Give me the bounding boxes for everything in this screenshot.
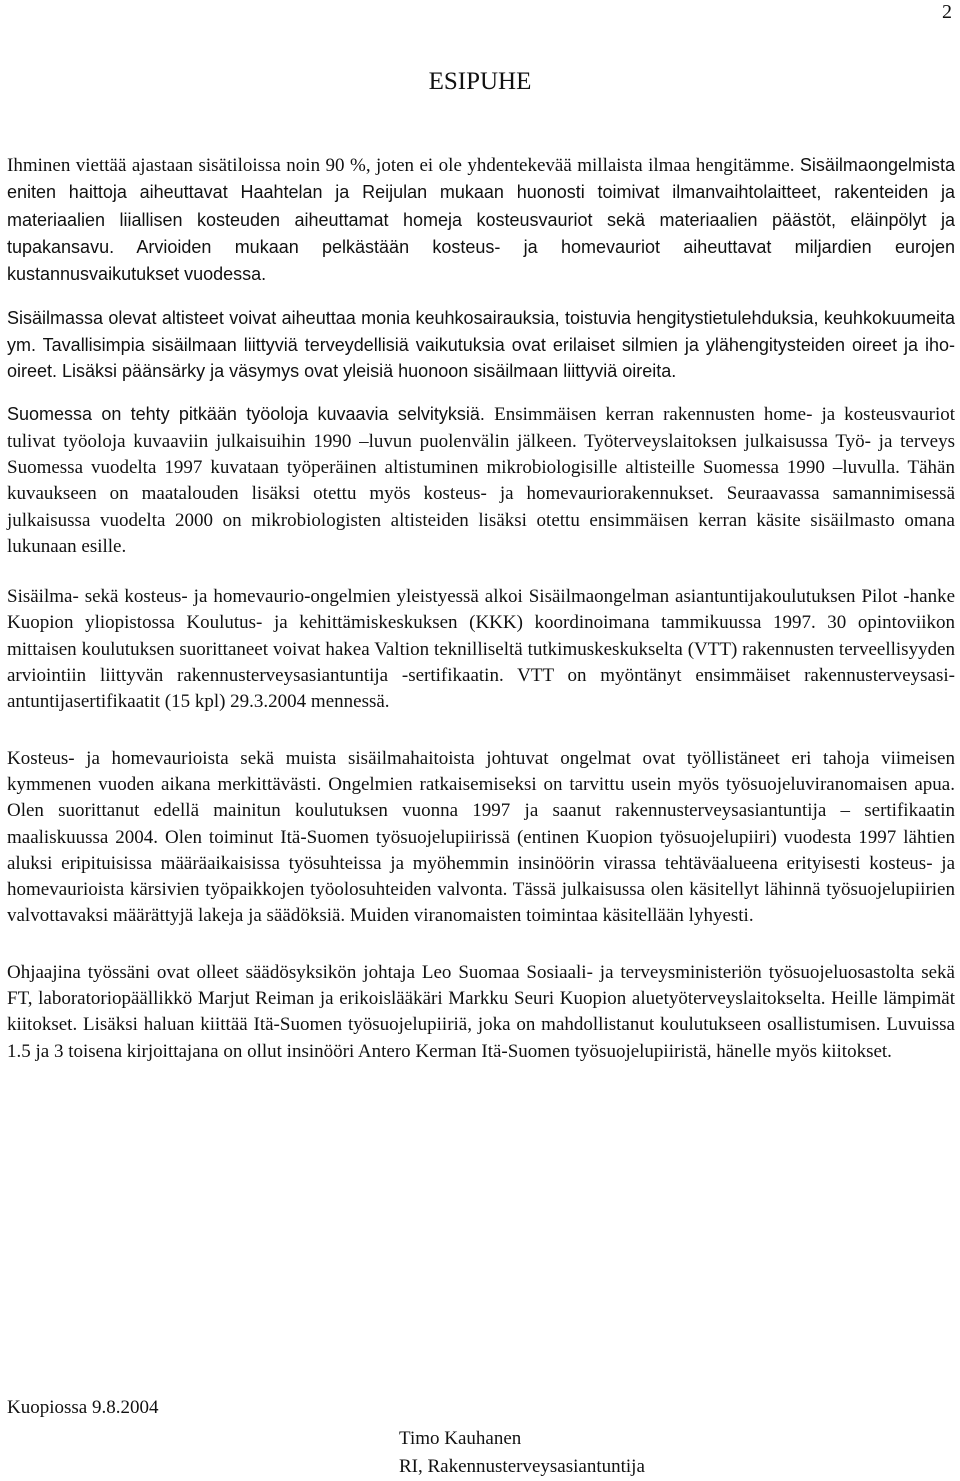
paragraph-2-part-1: Sisäilmassa olevat altisteet voivat aiheuttaa monia keuhkosairauksia, toistuvia hengitystietulehduksia, keuhkokuumeita ym. Tavallisimpia sisäilmaan liittyviä terveydellisiä vaikutuksia ovat erilaiset silmien ja ylähengitysteiden oireet ja iho-oireet. Lisäksi päänsärky ja väsymys ovat yleisiä huonoon sisäilmaan liittyviä oireita. [7, 308, 955, 382]
paragraph-indoor-air-time [7, 152, 955, 288]
place-and-date: Kuopiossa 9.8.2004 [7, 1397, 159, 1418]
paragraph-acknowledgements [7, 960, 955, 1065]
paragraph-5-part-1: Kosteus- ja homevaurioista sekä muista sisäilmahaitoista johtuvat ongelmat ovat työllistäneet eri tahoja viimeisen kymmenen vuoden aikana merkittävästi. Ongelmien ratkaisemiseksi on tarvittu usein myös työsuojeluviranomaisen apua. Olen suorittanut edellä mainitun koulutuksen vuonna 1997 ja saanut rakennusterveysasiantuntija – sertifikaatin maaliskuussa 2004. Olen toiminut Itä-Suomen työsuojelupiirissä (entinen Kuopion työsuojelupiiri) vuodesta 1997 lähtien aluksi eripituisissa määräaikaisissa työsuhteissa ja myöhemmin insinöörin virassa tehtäväalueena erityisesti kosteus- ja homevaurioista kärsivien työpaikkojen työolosuhteiden valvonta. Tässä julkaisussa olen käsitellyt lähinnä työsuojelupiirien valvottavaksi määrättyjä lakeja ja säädöksiä. Muiden viranomaisten toimintaa käsitellään lyhyesti. [7, 747, 955, 927]
paragraph-6-part-1: Ohjaajina työssäni ovat olleet säädösyksikön johtaja Leo Suomaa Sosiaali- ja terveysministeriön työsuojeluosastolta sekä FT, laboratoriopäällikkö Marjut Reiman ja erikoislääkäri Markku Seuri Kuopion aluetyöterveyslaitokselta. Heille lämpimät kiitokset. Lisäksi haluan kiittää Itä-Suomen työsuojelupiiriä, joka on mahdollistanut koulutukseen osallistumisen. Luvuissa 1.5 ja 3 toisena kirjoittajana on ollut insinööri Antero Kerman Itä-Suomen työsuojelupiiristä, hänelle myös kiitokset. [7, 961, 955, 1062]
paragraph-author-work [7, 746, 955, 930]
paragraph-training [7, 584, 955, 715]
preface-body [7, 152, 955, 1065]
paragraph-1-part-2: Sisäilmaongelmista eniten haittoja aiheuttavat Haahtelan ja Reijulan mukaan huonosti toimivat ilmanvaihtolaitteet, rakenteiden ja materiaalien liiallisen kosteuden aiheuttamat homeja kosteusvauriot sekä materiaalien päästöt, eläinpölyt ja tupakansavu. Arvioiden mukaan pelkästään kosteus- ja homevauriot aiheuttavat miljardien eurojen kustannusvaikutukset vuodessa. [7, 155, 955, 285]
paragraph-1-part-1: Ihminen viettää ajastaan sisätiloissa noin 90 %, joten ei ole yhdentekevää millaista ilmaa hengitämme. [7, 155, 800, 176]
paragraph-4-part-1: Sisäilma- sekä kosteus- ja homevaurio-ongelmien yleistyessä alkoi Sisäilmaongelman asiantuntijakoulutuksen Pilot -hanke Kuopion yliopistossa Koulutus- ja kehittämiskeskuksen (KKK) koordinoimana tammikuussa 1997. 30 opintoviikon mittaisen koulutuksen suorittaneet voivat hakea Valtion teknilliseltä tutkimuskeskukselta (VTT) rakennusten terveellisyyden arviointiin liittyvän rakennusterveysasiantuntija -sertifikaatin. VTT on myöntänyt ensimmäiset rakennusterveysasiantuntijasertifikaatit (15 kpl) 29.3.2004 mennessä. [7, 586, 955, 713]
paragraph-3-part-1: Suomessa on tehty pitkään työoloja kuvaavia selvityksiä. [7, 404, 495, 425]
page-title: ESIPUHE [428, 68, 532, 95]
paragraph-studies [7, 401, 955, 560]
page-number: 2 [942, 1, 952, 23]
paragraph-exposures [7, 305, 955, 384]
signature-block [399, 1425, 645, 1481]
author-name: Timo Kauhanen [399, 1428, 522, 1449]
author-title: RI, Rakennusterveysasiantuntija [399, 1456, 645, 1477]
paragraph-3-part-2: Ensimmäisen kerran rakennusten home- ja kosteusvauriot tulivat työoloja kuvaaviin julkaisuihin 1990 –luvun puolenvälin jälkeen. Työterveyslaitoksen julkaisussa Työ- ja terveys Suomessa vuodelta 1997 kuvataan työperäinen altistuminen mikrobiologisille altisteille Suomessa 1990 –luvulla. Tähän kuvaukseen on maatalouden lisäksi otettu myös kosteus- ja homevauriorakennukset. Seuraavassa samannimisessä julkaisussa vuodelta 2000 on mikrobiologisten altisteiden lisäksi otettu ensimmäisen kerran käsite sisäilmasto omana lukunaan esille. [7, 404, 956, 557]
